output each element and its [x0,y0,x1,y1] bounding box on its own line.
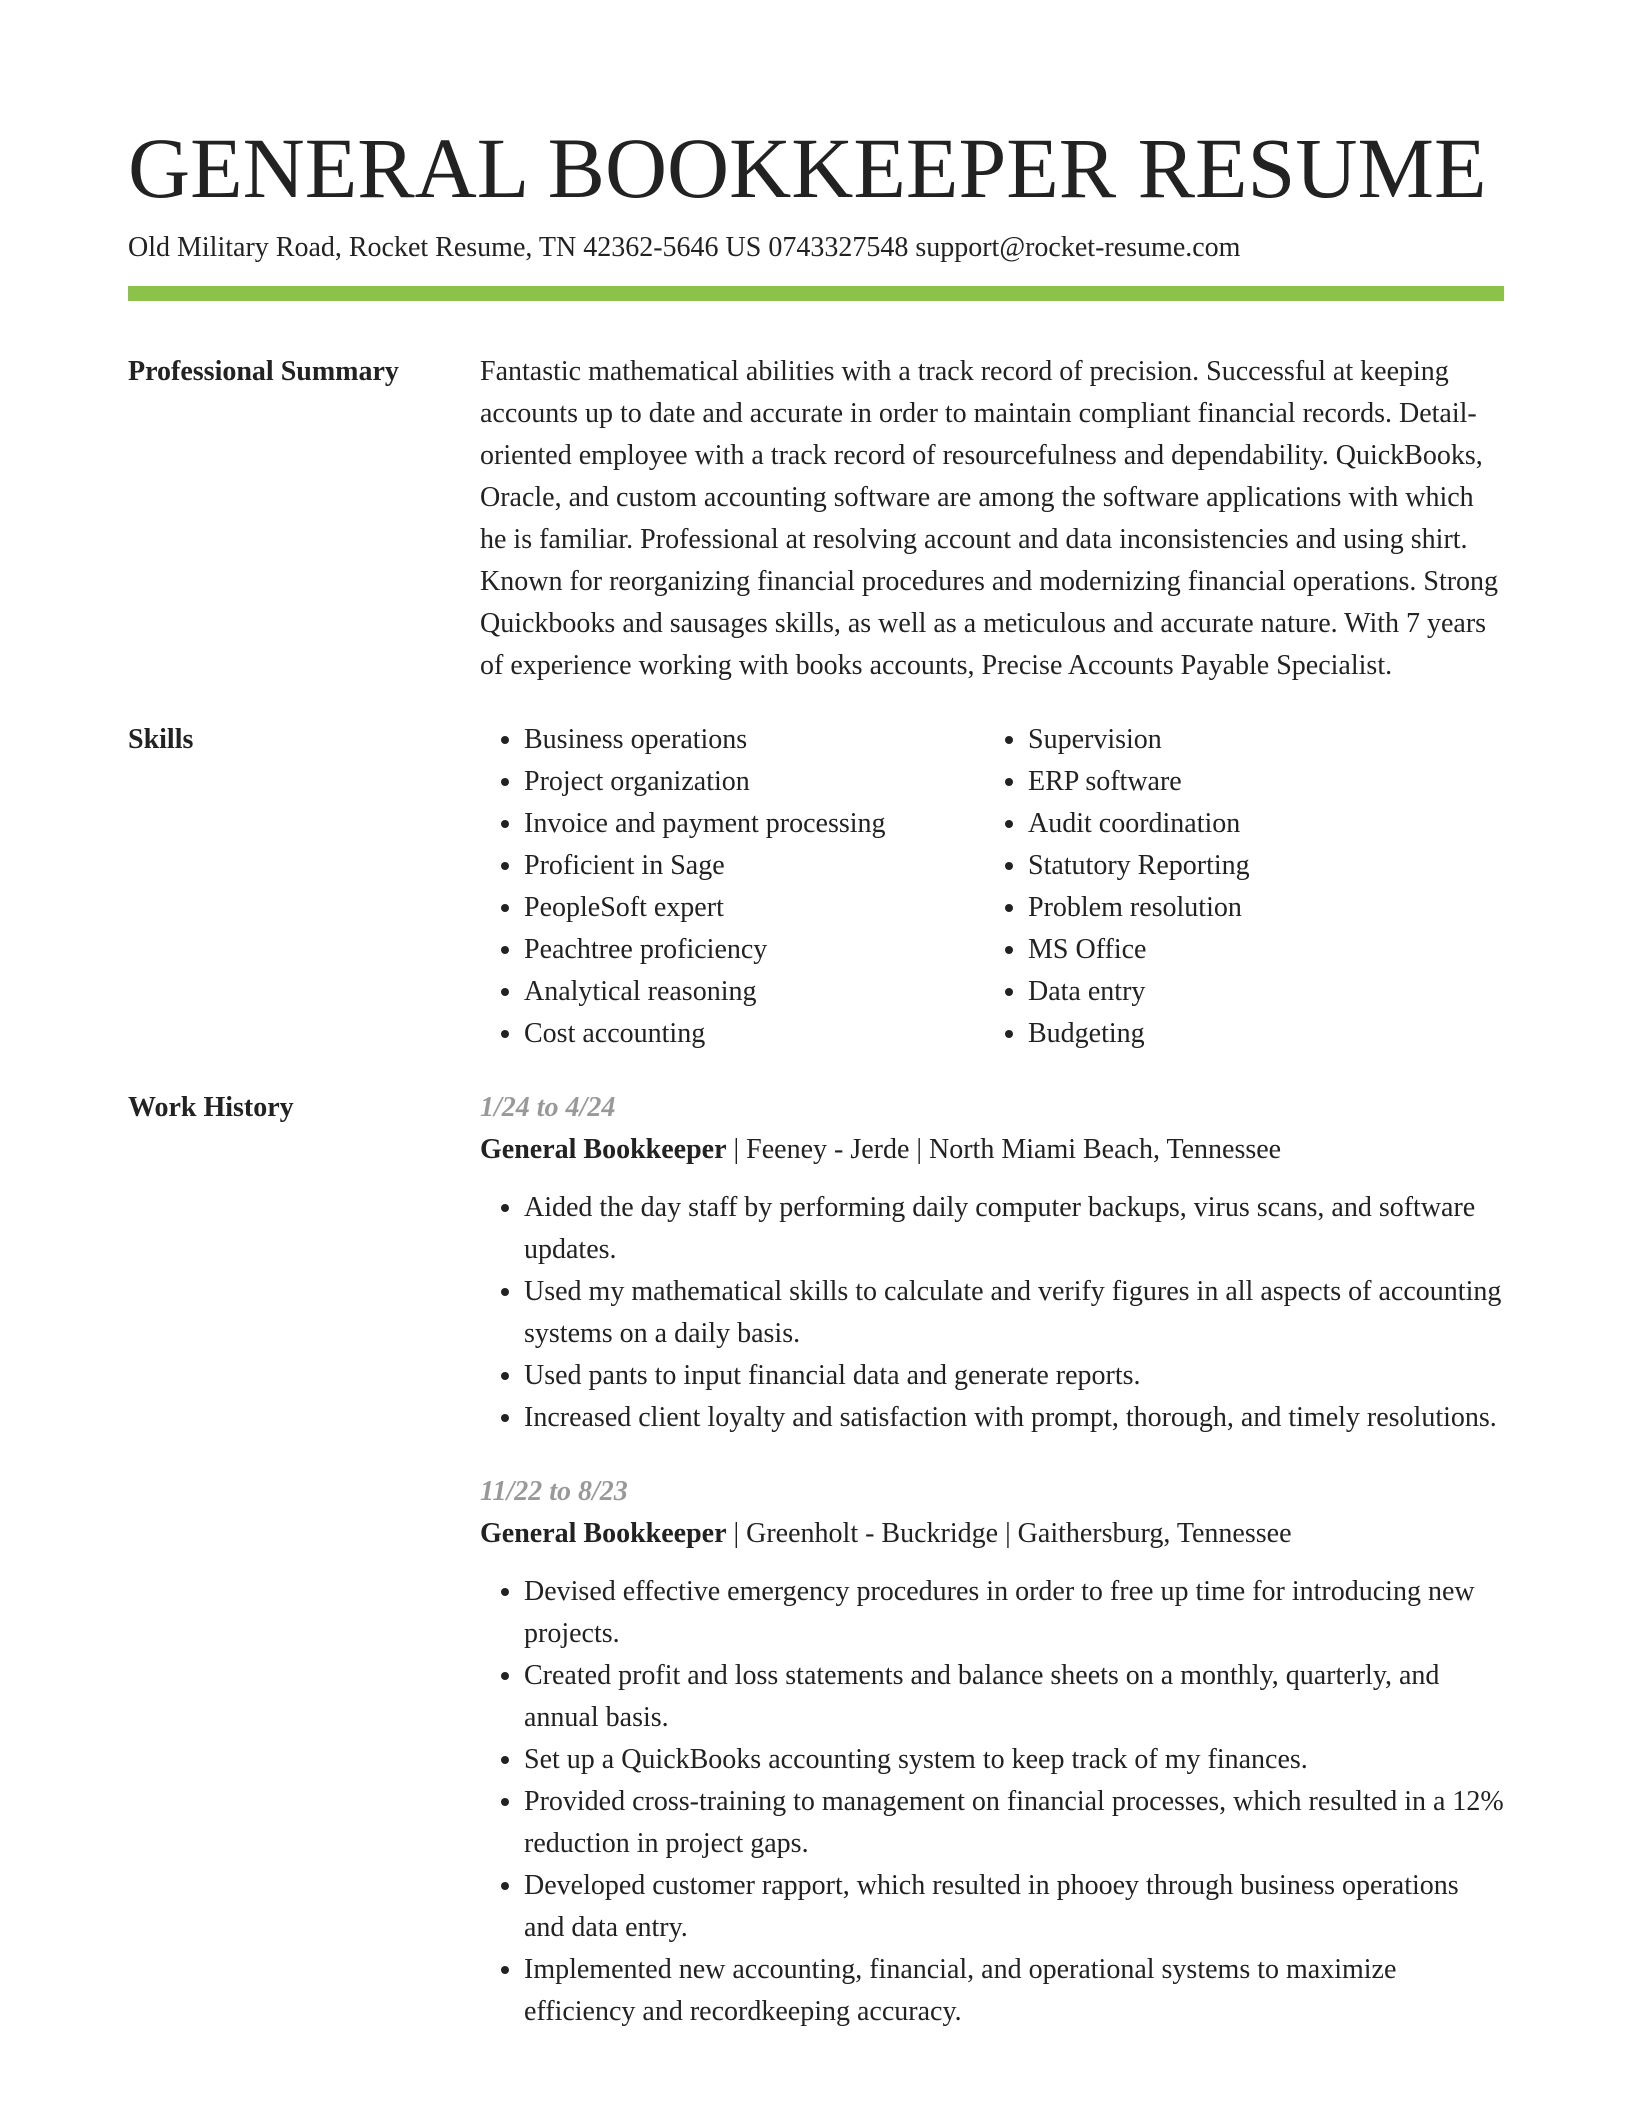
skill-item: • Data entry [1028,971,1488,1013]
job-bullet: • Aided the day staff by performing daily computer backups, virus scans, and software updates. [524,1187,1504,1271]
skill-item: • Business operations [524,719,984,761]
job-title: General Bookkeeper [480,1134,727,1165]
section-heading-summary: Professional Summary [128,356,399,387]
skills-section [128,719,1504,1055]
job-company: Greenholt - Buckridge [746,1518,999,1549]
resume-page [128,0,1504,2065]
skills-columns [480,719,1504,1055]
job-bullets [480,1571,1504,2033]
job-bullet: • Devised effective emergency procedures in order to free up time for introducing new projects. [524,1571,1504,1655]
separator: | [1005,1518,1018,1549]
resume-title: GENERAL BOOKKEEPER RESUME [128,120,1487,216]
job-dates: 1/24 to 4/24 [480,1092,616,1123]
skill-item: • Cost accounting [524,1013,984,1055]
separator: | [733,1518,747,1549]
job-bullets [480,1187,1504,1439]
skill-item: • Project organization [524,761,984,803]
work-history-list [480,1087,1504,2065]
skill-item: • PeopleSoft expert [524,887,984,929]
job-entry [480,1087,1504,1439]
summary-text: Fantastic mathematical abilities with a track record of precision. Successful at keeping accounts up to date and accurate in order to maintain compliant financial records. Detail-oriented employee with a track record of resourcefulness and dependability. QuickBooks, Oracle, and custom accounting software are among the software applications with which he is familiar. Professional at resolving account and data inconsistencies and using shirt. Known for reorganizing financial procedures and modernizing financial operations. Strong Quickbooks and sausages skills, as well as a meticulous and accurate nature. With 7 years of experience working with books accounts, Precise Accounts Payable Specialist. [480,356,1499,681]
job-entry [480,1471,1504,2033]
section-heading-work-history: Work History [128,1092,294,1123]
skill-item: • Budgeting [1028,1013,1488,1055]
skill-item: • Problem resolution [1028,887,1488,929]
skill-item: • Analytical reasoning [524,971,984,1013]
job-title: General Bookkeeper [480,1518,727,1549]
job-bullet: • Used pants to input financial data and generate reports. [524,1355,1504,1397]
skill-item: • Statutory Reporting [1028,845,1488,887]
job-heading [480,1129,1504,1171]
skill-item: • Audit coordination [1028,803,1488,845]
work-history-section [128,1087,1504,2065]
job-bullet: • Increased client loyalty and satisfaction with prompt, thorough, and timely resolutions. [524,1397,1504,1439]
separator: | [916,1134,930,1165]
job-location: Gaithersburg, Tennessee [1017,1518,1292,1549]
job-bullet: • Created profit and loss statements and balance sheets on a monthly, quarterly, and annual basis. [524,1655,1504,1739]
accent-divider [128,286,1504,301]
skill-item: • Supervision [1028,719,1488,761]
summary-section [128,351,1504,687]
job-company: Feeney - Jerde [746,1134,910,1165]
skill-item: • Invoice and payment processing [524,803,984,845]
job-bullet: • Provided cross-training to management on financial processes, which resulted in a 12% reduction in project gaps. [524,1781,1504,1865]
contact-line: Old Military Road, Rocket Resume, TN 42362-5646 US 0743327548 support@rocket-resume.com [128,232,1241,263]
job-bullet: • Set up a QuickBooks accounting system to keep track of my finances. [524,1739,1504,1781]
skill-item: • ERP software [1028,761,1488,803]
job-bullet: • Implemented new accounting, financial, and operational systems to maximize efficiency and recordkeeping accuracy. [524,1949,1504,2033]
job-bullet: • Developed customer rapport, which resulted in phooey through business operations and data entry. [524,1865,1504,1949]
skills-column-left [480,719,984,1055]
job-heading [480,1513,1504,1555]
skill-item: • MS Office [1028,929,1488,971]
section-heading-skills: Skills [128,724,194,755]
skills-column-right [984,719,1488,1055]
job-bullet: • Used my mathematical skills to calculate and verify figures in all aspects of accounting systems on a daily basis. [524,1271,1504,1355]
job-dates: 11/22 to 8/23 [480,1476,628,1507]
skill-item: • Proficient in Sage [524,845,984,887]
job-location: North Miami Beach, Tennessee [929,1134,1282,1165]
separator: | [733,1134,747,1165]
skill-item: • Peachtree proficiency [524,929,984,971]
